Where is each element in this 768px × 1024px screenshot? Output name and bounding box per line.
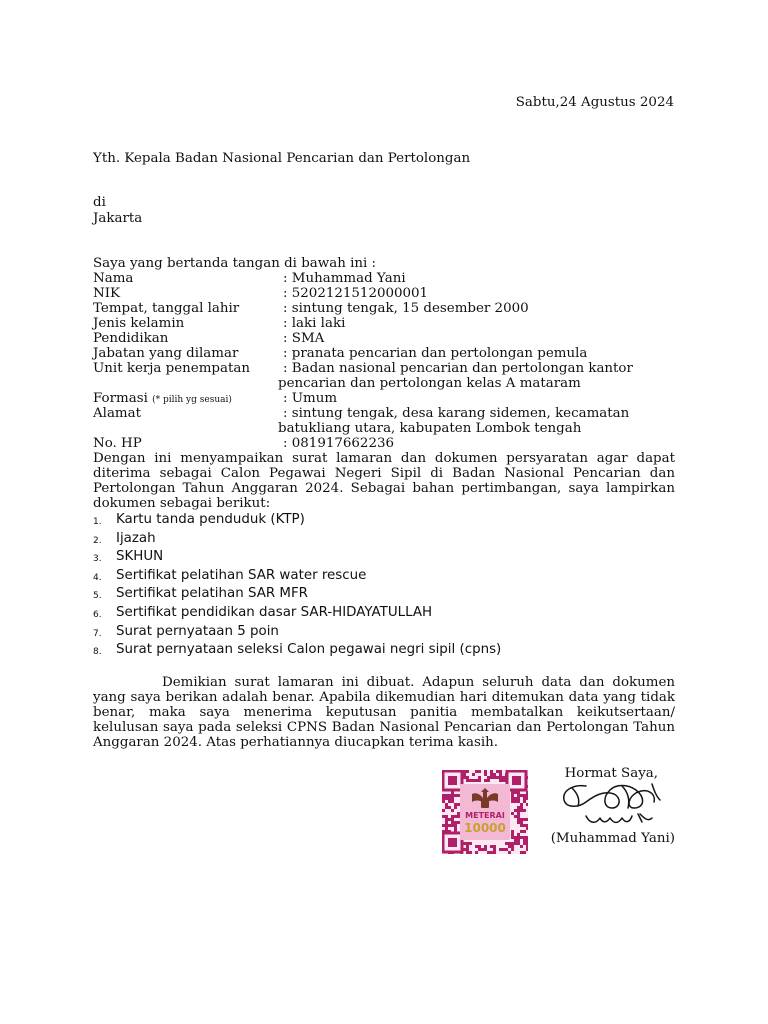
field-value: : 081917662236 [283,436,395,451]
list-text: Surat pernyataan seleksi Calon pegawai negri sipil (cpns) [116,642,502,658]
field-value: : sintung tengak, 15 desember 2000 [283,301,529,316]
field-row [93,301,683,316]
field-row [93,286,683,301]
field-label: Tempat, tanggal lahir [93,301,240,316]
list-number: 2. [93,535,102,546]
field-note: (* pilih yg sesuai) [152,395,232,405]
list-text: Surat pernyataan 5 poin [116,623,279,639]
list-text: Sertifikat pelatihan SAR water rescue [116,567,367,583]
field-value: : laki laki [283,316,346,331]
closing-greeting: Hormat Saya, [564,766,658,781]
field-label: NIK [93,286,121,301]
list-text: Sertifikat pendidikan dasar SAR-HIDAYATULLAH [116,604,433,620]
intro-line: Saya yang bertanda tangan di bawah ini : [93,256,377,271]
field-label: Pendidikan [93,331,169,346]
place-prefix: di [93,195,106,210]
field-label: No. HP [93,436,142,451]
field-value: : pranata pencarian dan pertolongan pemula [283,346,588,361]
list-number: 6. [93,609,102,620]
field-value: : Badan nasional pencarian dan pertolongan kantor [283,361,633,376]
list-number: 5. [93,591,102,602]
field-row [93,331,683,346]
field-row [93,436,683,451]
field-value-continuation: pencarian dan pertolongan kelas A mataram [278,376,581,391]
signer-name: (Muhammad Yani) [550,831,675,846]
field-row [93,316,683,331]
field-label: Unit kerja penempatan [93,361,250,376]
list-text: Kartu tanda penduduk (KTP) [116,512,305,527]
field-label: Jabatan yang dilamar [93,346,239,361]
place: Jakarta [93,211,143,226]
meterai-stamp-graphic [442,770,528,854]
list-number: 4. [93,572,102,583]
stamp-value: 10000 [464,821,506,835]
field-value-continuation: batukliang utara, kabupaten Lombok tengah [278,421,582,436]
field-label: Nama [93,271,134,286]
list-number: 8. [93,647,102,658]
field-row-continuation [93,421,683,436]
list-text: SKHUN [116,549,164,565]
list-text: Ijazah [116,530,156,546]
field-row-continuation [93,376,683,391]
list-text: Sertifikat pelatihan SAR MFR [116,586,308,602]
field-label: Jenis kelamin [93,316,185,331]
field-label-text: Formasi [93,391,148,406]
field-row [93,391,683,406]
body-paragraph-1: Dengan ini menyampaikan surat lamaran dan dokumen persyaratan agar dapat diterima sebagai Calon Pegawai Negeri Sipil di Badan Nasional Pencarian dan Pertolongan Tahun Anggaran 2024. Sebagai bahan pertimbangan, saya lampirkan dokumen sebagai berikut: [93,451,675,511]
field-label: Alamat [93,406,141,421]
field-value: : sintung tengak, desa karang sidemen, kecamatan [283,406,630,421]
stamp-label: METERAI [465,811,505,820]
recipient: Yth. Kepala Badan Nasional Pencarian dan Pertolongan [93,151,471,166]
body-paragraph-2: Demikian surat lamaran ini dibuat. Adapun seluruh data dan dokumen yang saya berikan adalah benar. Apabila dikemudian hari ditemukan data yang tidak benar, maka saya menerima keputusan panitia membatalkan keikutsertaan/ kelulusan saya pada seleksi CPNS Badan Nasional Pencarian dan Pertolongan Tahun Anggaran 2024. Atas perhatiannya diucapkan terima kasih. [93,675,675,750]
field-row [93,361,683,376]
meterai-stamp [442,770,528,854]
field-row [93,346,683,361]
field-row [93,406,683,421]
field-value: : Muhammad Yani [283,271,406,286]
applicant-fields [93,271,683,451]
field-value: : Umum [283,391,338,406]
field-row [93,271,683,286]
list-number: 3. [93,554,102,565]
signature-image [556,778,666,832]
list-number: 7. [93,628,102,639]
field-value: : SMA [283,331,325,346]
letter-date: Sabtu,24 Agustus 2024 [515,95,674,110]
list-number: 1. [93,517,102,527]
field-value: : 5202121512000001 [283,286,429,301]
